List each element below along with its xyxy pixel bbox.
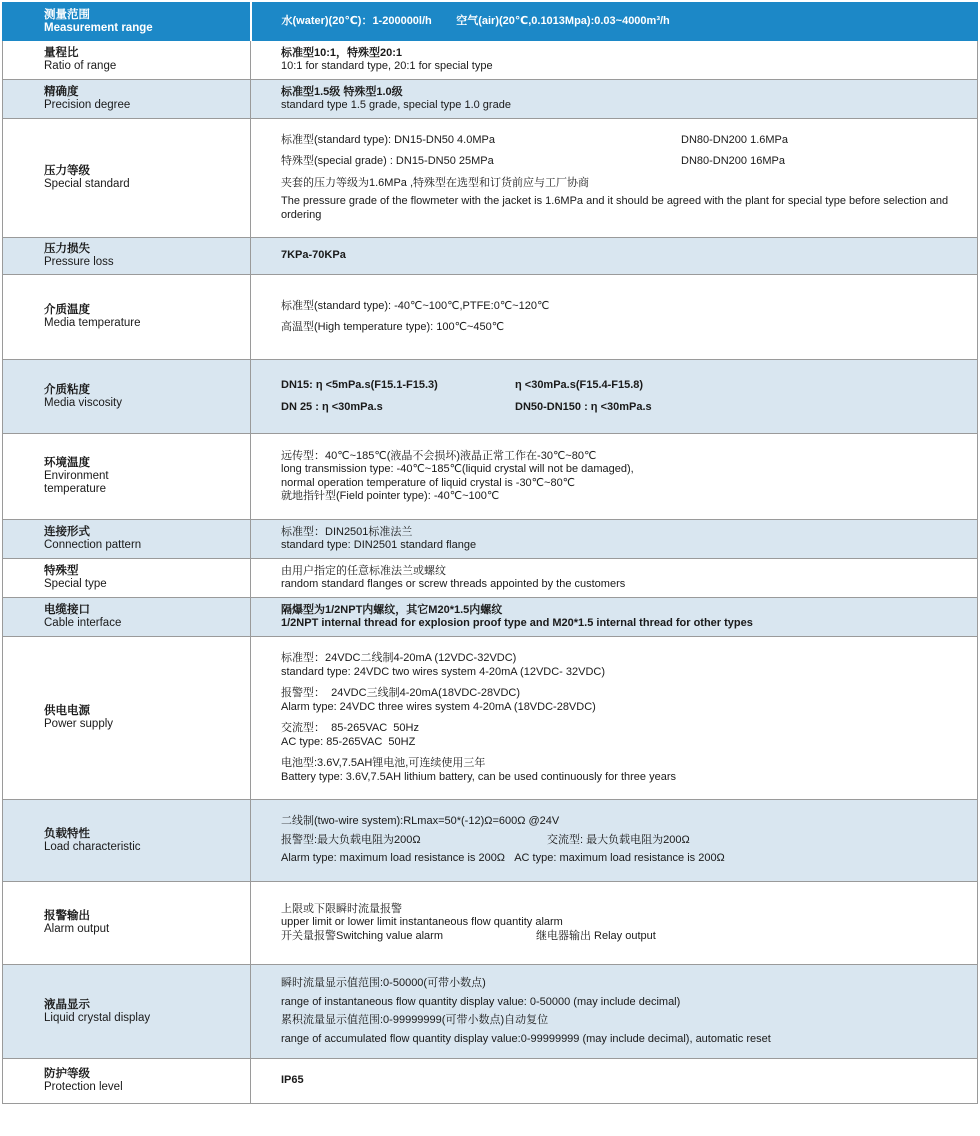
value-line: 电池型:3.6V,7.5AH锂电池,可连续使用三年	[281, 757, 486, 769]
value-line: range of accumulated flow quantity display value:0-99999999 (may include decimal), automatic reset	[281, 1032, 771, 1045]
spec-label	[3, 1059, 251, 1104]
value-line: AC type: 85-265VAC 50HZ	[281, 735, 416, 748]
value-line: 水(water)(20℃)：1-200000l/h 空气(air)(20℃,0.1013Mpa):0.03~4000m³/h	[281, 14, 670, 27]
label-en: Media temperature	[44, 317, 141, 329]
value-pair	[281, 834, 967, 848]
value-pair	[281, 401, 967, 415]
spec-row-precision	[3, 80, 978, 119]
spec-label	[3, 598, 251, 637]
spec-value	[251, 882, 978, 965]
value-line: Alarm type: 24VDC three wires system 4-20mA (18VDC-28VDC)	[281, 700, 596, 713]
value-line: long transmission type: -40℃~185℃(liquid crystal will not be damaged),	[281, 463, 634, 475]
label-en: Alarm output	[44, 923, 110, 935]
label-en: Power supply	[44, 718, 114, 730]
value-pair-left: DN15: η <5mPa.s(F15.1-F15.3)	[281, 379, 438, 391]
spec-row-measurement-range	[3, 3, 978, 41]
label-en: Media viscosity	[44, 396, 122, 409]
value-pair-left: 特殊型(special grade) : DN15-DN50 25MPa	[281, 155, 494, 168]
spec-label	[3, 800, 251, 882]
spec-label	[3, 559, 251, 598]
label-zh: 量程比	[44, 47, 79, 59]
spec-label	[3, 41, 251, 80]
value-line: 隔爆型为1/2NPT内螺纹，其它M20*1.5内螺纹	[281, 603, 503, 616]
label-en: Special type	[44, 578, 107, 590]
spec-label	[3, 965, 251, 1059]
spec-value	[251, 3, 978, 41]
spec-row-ratio-of-range	[3, 41, 978, 80]
spec-label	[3, 119, 251, 238]
spec-row-connection-pattern	[3, 520, 978, 559]
label-zh: 测量范围	[44, 8, 90, 21]
value-line: 标准型：24VDC二线制4-20mA (12VDC-32VDC)	[281, 652, 517, 664]
value-line: 瞬时流量显示值范围:0-50000(可带小数点)	[281, 977, 486, 989]
value-pair	[281, 155, 967, 169]
label-en: Precision degree	[44, 99, 131, 111]
spec-value	[251, 520, 978, 559]
label-en: Special standard	[44, 178, 130, 190]
spec-value	[251, 434, 978, 520]
value-line: standard type: DIN2501 standard flange	[281, 539, 477, 551]
value-line: 就地指针型(Field pointer type): -40℃~100℃	[281, 490, 500, 502]
value-line: upper limit or lower limit instantaneous flow quantity alarm	[281, 916, 563, 929]
label-zh: 电缆接口	[44, 604, 90, 616]
value-line: random standard flanges or screw threads appointed by the customers	[281, 578, 626, 590]
spec-row-load-characteristic	[3, 800, 978, 882]
value-pair-left: DN 25 : η <30mPa.s	[281, 400, 383, 413]
label-en: Load characteristic	[44, 840, 141, 853]
label-zh: 精确度	[44, 86, 79, 98]
value-pair	[281, 134, 967, 148]
spec-value	[251, 119, 978, 238]
label-zh: 压力损失	[44, 243, 90, 255]
spec-value	[251, 965, 978, 1059]
spec-value	[251, 360, 978, 434]
value-pair-right: 交流型: 最大负载电阻为200Ω	[547, 833, 690, 846]
spec-value	[251, 559, 978, 598]
value-pair-left: 报警型:最大负载电阻为200Ω	[281, 833, 421, 846]
value-line: 1/2NPT internal thread for explosion proof type and M20*1.5 internal thread for other types	[281, 617, 753, 629]
value-line: Battery type: 3.6V,7.5AH lithium battery, can be used continuously for three years	[281, 770, 676, 783]
spec-row-media-viscosity	[3, 360, 978, 434]
spec-value	[251, 1059, 978, 1104]
label-zh: 介质粘度	[44, 383, 90, 396]
spec-row-alarm-output	[3, 882, 978, 965]
value-line: 7KPa-70KPa	[281, 249, 346, 262]
spec-row-special-type	[3, 559, 978, 598]
value-pair	[281, 379, 967, 393]
value-line: 交流型： 85-265VAC 50Hz	[281, 722, 419, 734]
spec-label	[3, 637, 251, 800]
spec-table	[2, 2, 978, 1104]
label-en: Measurement range	[44, 21, 153, 34]
spec-label	[3, 80, 251, 119]
spec-row-media-temperature	[3, 275, 978, 360]
spec-value	[251, 800, 978, 882]
value-line: normal operation temperature of liquid crystal is -30℃~80℃	[281, 476, 576, 489]
label-zh: 特殊型	[44, 565, 79, 577]
label-zh: 负载特性	[44, 827, 90, 840]
value-line: standard type: 24VDC two wires system 4-20mA (12VDC- 32VDC)	[281, 665, 606, 678]
spec-row-pressure-loss	[3, 238, 978, 275]
value-line: 标准型1.5级 特殊型1.0级	[281, 85, 403, 98]
value-line: 报警型： 24VDC三线制4-20mA(18VDC-28VDC)	[281, 687, 520, 699]
label-en: Liquid crystal display	[44, 1011, 151, 1024]
label-zh: 连接形式	[44, 526, 90, 538]
spec-row-pressure-grade	[3, 119, 978, 238]
value-pair-right: DN80-DN200 1.6MPa	[681, 133, 788, 146]
value-line: 标准型：DIN2501标准法兰	[281, 525, 413, 538]
spec-row-cable-interface	[3, 598, 978, 637]
label-en: Environment temperature	[44, 470, 109, 495]
spec-label	[3, 3, 251, 41]
spec-label	[3, 434, 251, 520]
value-line: IP65	[281, 1074, 304, 1087]
label-en: Pressure loss	[44, 256, 114, 268]
label-zh: 压力等级	[44, 165, 90, 177]
value-pair-right: DN80-DN200 16MPa	[681, 155, 785, 168]
spec-label	[3, 882, 251, 965]
label-zh: 报警输出	[44, 910, 90, 922]
label-en: Ratio of range	[44, 60, 117, 72]
value-pair-right: DN50-DN150 : η <30mPa.s	[515, 400, 652, 413]
value-line: 高温型(High temperature type): 100℃~450℃	[281, 321, 505, 333]
spec-label	[3, 360, 251, 434]
value-line: 二线制(two-wire system):RLmax=50*(-12)Ω=600Ω @24V	[281, 815, 560, 828]
spec-label	[3, 275, 251, 360]
spec-row-environment-temperature	[3, 434, 978, 520]
spec-value	[251, 238, 978, 275]
label-en: Connection pattern	[44, 539, 142, 551]
spec-value	[251, 275, 978, 360]
value-line: 上限或下限瞬时流量报警	[281, 902, 402, 915]
spec-value	[251, 80, 978, 119]
value-line: 远传型：40℃~185℃(液晶不会损坏)液晶正常工作在-30℃~80℃	[281, 449, 597, 462]
value-line: 标准型(standard type): -40℃~100℃,PTFE:0℃~120℃	[281, 299, 550, 312]
spec-value	[251, 598, 978, 637]
label-en: Cable interface	[44, 617, 122, 629]
value-line: The pressure grade of the flowmeter with the jacket is 1.6MPa and it should be agreed with the plant for special type before selection and ordering	[281, 195, 949, 221]
value-pair-left: 标准型(standard type): DN15-DN50 4.0MPa	[281, 133, 495, 146]
spec-label	[3, 238, 251, 275]
value-pair-right: 继电器输出 Relay output	[536, 929, 656, 942]
label-zh: 液晶显示	[44, 998, 90, 1011]
label-zh: 供电电源	[44, 705, 90, 717]
value-line: 累积流量显示值范围:0-99999999(可带小数点)自动复位	[281, 1014, 549, 1026]
label-zh: 防护等级	[44, 1068, 90, 1080]
spec-label	[3, 520, 251, 559]
value-pair	[281, 930, 967, 944]
value-line: 10:1 for standard type, 20:1 for special type	[281, 60, 493, 72]
value-line: standard type 1.5 grade, special type 1.0 grade	[281, 99, 511, 111]
spec-row-protection-level	[3, 1059, 978, 1104]
value-line: 夹套的压力等级为1.6MPa ,特殊型在选型和订货前应与工厂协商	[281, 176, 590, 189]
label-en: Protection level	[44, 1081, 123, 1093]
value-line: Alarm type: maximum load resistance is 200Ω AC type: maximum load resistance is 200Ω	[281, 852, 725, 865]
spec-row-power-supply	[3, 637, 978, 800]
spec-value	[251, 41, 978, 80]
spec-value	[251, 637, 978, 800]
value-pair-left: 开关量报警Switching value alarm	[281, 929, 443, 942]
label-zh: 环境温度	[44, 457, 90, 469]
value-line: range of instantaneous flow quantity display value: 0-50000 (may include decimal)	[281, 995, 681, 1008]
spec-row-liquid-crystal-display	[3, 965, 978, 1059]
value-pair-right: η <30mPa.s(F15.4-F15.8)	[515, 379, 644, 391]
value-line: 标准型10:1，特殊型20:1	[281, 46, 403, 59]
label-zh: 介质温度	[44, 304, 90, 316]
value-line: 由用户指定的任意标准法兰或螺纹	[281, 564, 446, 577]
